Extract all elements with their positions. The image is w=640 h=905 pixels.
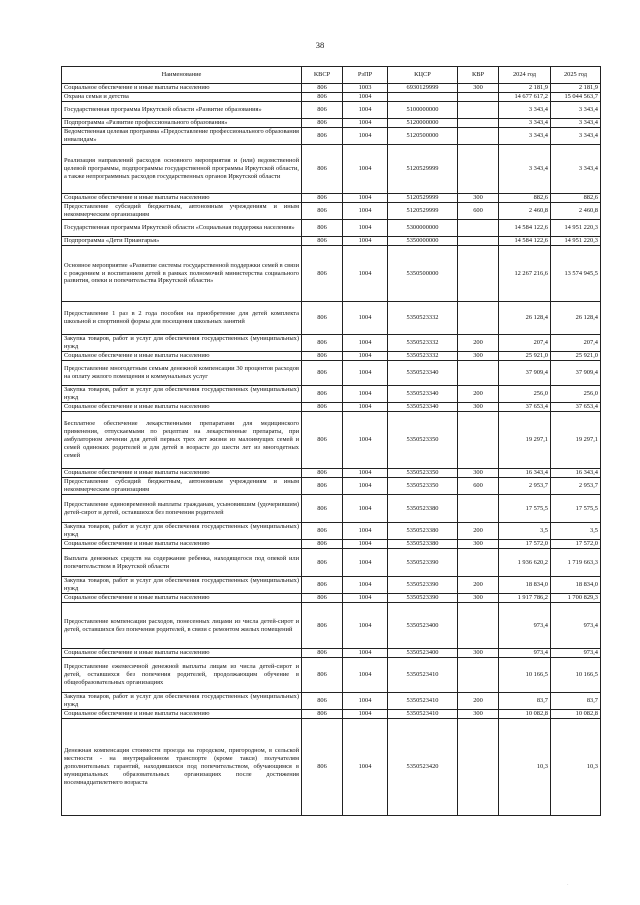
cell-name: Предоставление субсидий бюджетным, автономным учреждениям и иным некоммерческим организациям (62, 203, 302, 220)
cell-name: Предоставление субсидий бюджетным, автономным учреждениям и иным некоммерческим организациям (62, 478, 302, 495)
cell-kvr: 300 (458, 84, 499, 93)
cell-2024: 17 575,5 (499, 495, 551, 523)
cell-rzpr: 1004 (343, 693, 388, 710)
page-number: 38 (315, 40, 325, 50)
cell-name: Социальное обеспечение и иные выплаты населению (62, 649, 302, 658)
cell-kvsr: 806 (302, 594, 343, 603)
cell-kvsr: 806 (302, 603, 343, 649)
cell-rzpr: 1004 (343, 412, 388, 469)
cell-2025: 3,5 (551, 523, 601, 540)
budget-table (61, 66, 601, 816)
table-row (62, 594, 601, 603)
cell-name: Социальное обеспечение и иные выплаты населению (62, 403, 302, 412)
cell-kvsr: 806 (302, 403, 343, 412)
cell-kcsr: 5350523340 (388, 361, 458, 386)
cell-rzpr: 1004 (343, 352, 388, 361)
table-row (62, 220, 601, 237)
cell-rzpr: 1004 (343, 594, 388, 603)
table-row (62, 203, 601, 220)
cell-2025: 973,4 (551, 603, 601, 649)
cell-2025: 973,4 (551, 649, 601, 658)
cell-rzpr: 1004 (343, 335, 388, 352)
cell-rzpr: 1004 (343, 658, 388, 693)
cell-kcsr (388, 93, 458, 102)
cell-name: Социальное обеспечение и иные выплаты населению (62, 84, 302, 93)
cell-rzpr: 1004 (343, 603, 388, 649)
cell-2024: 1 917 786,2 (499, 594, 551, 603)
cell-2024: 3 343,4 (499, 145, 551, 194)
cell-rzpr: 1004 (343, 386, 388, 403)
cell-2025: 10 166,5 (551, 658, 601, 693)
cell-name: Денежная компенсация стоимости проезда на городском, пригородном, в сельской местности - на внутрирайонном транспорте (кроме такси) получателям дополнительных гарантий, находившихся под попечительством, обучающимся в муниципальных образовательных организациях после достижения восемнадцатилетнего возраста (62, 719, 302, 816)
cell-name: Основное мероприятие «Развитие системы государственной поддержки семей в связи с рождением и воспитанием детей в рамках полномочий министерства социального развития, опеки и попечительства Иркутской области» (62, 246, 302, 302)
table-row (62, 386, 601, 403)
cell-2025: 207,4 (551, 335, 601, 352)
cell-kcsr: 5350523410 (388, 693, 458, 710)
cell-kvsr: 806 (302, 549, 343, 577)
cell-rzpr: 1004 (343, 523, 388, 540)
cell-kcsr: 5350523410 (388, 658, 458, 693)
cell-kcsr: 5350000000 (388, 237, 458, 246)
cell-2025: 18 834,0 (551, 577, 601, 594)
cell-2024: 1 936 620,2 (499, 549, 551, 577)
cell-name: Предоставление компенсации расходов, понесенных лицами из числа детей-сирот и детей, оставшихся без попечения родителей, в связи с ремонтом жилых помещений (62, 603, 302, 649)
cell-kcsr: 5350523332 (388, 302, 458, 335)
cell-kvr (458, 361, 499, 386)
cell-2025: 882,6 (551, 194, 601, 203)
cell-kvr: 200 (458, 523, 499, 540)
cell-kvr (458, 549, 499, 577)
cell-kvr: 300 (458, 649, 499, 658)
cell-kvr: 200 (458, 335, 499, 352)
cell-kcsr: 5120529999 (388, 145, 458, 194)
scan-mark: · (567, 883, 569, 888)
cell-name: Социальное обеспечение и иные выплаты населению (62, 540, 302, 549)
cell-kvr (458, 603, 499, 649)
table-row (62, 302, 601, 335)
cell-kvsr: 806 (302, 335, 343, 352)
cell-kvr (458, 495, 499, 523)
cell-rzpr: 1004 (343, 145, 388, 194)
cell-name: Закупка товаров, работ и услуг для обеспечения государственных (муниципальных) нужд (62, 386, 302, 403)
cell-kvr (458, 658, 499, 693)
cell-kcsr: 5350523380 (388, 523, 458, 540)
cell-name: Закупка товаров, работ и услуг для обеспечения государственных (муниципальных) нужд (62, 577, 302, 594)
cell-2025: 3 343,4 (551, 128, 601, 145)
cell-kcsr: 5350523350 (388, 478, 458, 495)
cell-kvsr: 806 (302, 478, 343, 495)
cell-2024: 83,7 (499, 693, 551, 710)
cell-2024: 37 653,4 (499, 403, 551, 412)
cell-rzpr: 1004 (343, 549, 388, 577)
cell-rzpr: 1004 (343, 710, 388, 719)
cell-name: Охрана семьи и детства (62, 93, 302, 102)
cell-kcsr: 5350523332 (388, 352, 458, 361)
cell-name: Предоставление многодетным семьям денежной компенсации 30 процентов расходов на оплату жилого помещения и коммунальных услуг (62, 361, 302, 386)
cell-kcsr: 5120529999 (388, 203, 458, 220)
cell-kvr (458, 102, 499, 119)
cell-kvsr: 806 (302, 361, 343, 386)
cell-name: Подпрограмма «Развитие профессионального образования» (62, 119, 302, 128)
cell-2025: 83,7 (551, 693, 601, 710)
cell-rzpr: 1003 (343, 84, 388, 93)
header-kcsr: КЦСР (388, 67, 458, 84)
cell-kvsr: 806 (302, 658, 343, 693)
cell-2024: 25 921,0 (499, 352, 551, 361)
cell-kvsr: 806 (302, 93, 343, 102)
cell-2025: 3 343,4 (551, 119, 601, 128)
cell-2024: 14 584 122,6 (499, 220, 551, 237)
cell-kvsr: 806 (302, 246, 343, 302)
cell-rzpr: 1004 (343, 495, 388, 523)
cell-kvr: 600 (458, 203, 499, 220)
cell-kvr: 200 (458, 577, 499, 594)
table-row (62, 469, 601, 478)
cell-2025: 3 343,4 (551, 102, 601, 119)
table-row (62, 246, 601, 302)
cell-kvr: 300 (458, 403, 499, 412)
cell-2025: 16 343,4 (551, 469, 601, 478)
cell-rzpr: 1004 (343, 403, 388, 412)
cell-2024: 10 082,8 (499, 710, 551, 719)
cell-2024: 26 128,4 (499, 302, 551, 335)
cell-name: Социальное обеспечение и иные выплаты населению (62, 469, 302, 478)
cell-2024: 10,3 (499, 719, 551, 816)
cell-2025: 17 572,0 (551, 540, 601, 549)
cell-kvr: 300 (458, 469, 499, 478)
header-kvr: КВР (458, 67, 499, 84)
cell-kcsr: 5100000000 (388, 102, 458, 119)
header-2025: 2025 год (551, 67, 601, 84)
cell-name: Социальное обеспечение и иные выплаты населению (62, 352, 302, 361)
table-row (62, 237, 601, 246)
cell-2025: 37 653,4 (551, 403, 601, 412)
cell-rzpr: 1004 (343, 577, 388, 594)
cell-kvr (458, 246, 499, 302)
cell-kcsr: 5350523350 (388, 412, 458, 469)
cell-name: Подпрограмма «Дети Приангарья» (62, 237, 302, 246)
table-row (62, 119, 601, 128)
cell-name: Бесплатное обеспечение лекарственными препаратами для медицинского применения, отпускаемыми по рецептам на лекарственные препараты, при амбулаторном лечении для детей первых трех лет жизни из малоимущих семей и семей одиноких родителей и для детей в возрасте до шести лет из многодетных семей (62, 412, 302, 469)
table-row (62, 540, 601, 549)
cell-2025: 13 574 945,5 (551, 246, 601, 302)
cell-rzpr: 1004 (343, 246, 388, 302)
cell-kcsr: 5350523400 (388, 649, 458, 658)
cell-name: Предоставление единовременной выплаты гражданам, усыновившим (удочерившим) детей-сирот и детей, оставшихся без попечения родителей (62, 495, 302, 523)
cell-kcsr: 5120529999 (388, 194, 458, 203)
cell-kvr (458, 302, 499, 335)
cell-kvsr: 806 (302, 102, 343, 119)
cell-2024: 2 953,7 (499, 478, 551, 495)
table-row (62, 194, 601, 203)
cell-2024: 3,5 (499, 523, 551, 540)
cell-kvsr: 806 (302, 84, 343, 93)
cell-2024: 19 297,1 (499, 412, 551, 469)
cell-2025: 37 909,4 (551, 361, 601, 386)
cell-name: Закупка товаров, работ и услуг для обеспечения государственных (муниципальных) нужд (62, 693, 302, 710)
cell-rzpr: 1004 (343, 203, 388, 220)
cell-rzpr: 1004 (343, 93, 388, 102)
cell-name: Закупка товаров, работ и услуг для обеспечения государственных (муниципальных) нужд (62, 335, 302, 352)
cell-kvsr: 806 (302, 220, 343, 237)
cell-rzpr: 1004 (343, 220, 388, 237)
cell-kvsr: 806 (302, 119, 343, 128)
cell-2025: 2 181,9 (551, 84, 601, 93)
cell-kvsr: 806 (302, 540, 343, 549)
cell-2024: 14 584 122,6 (499, 237, 551, 246)
table-row (62, 403, 601, 412)
cell-2025: 25 921,0 (551, 352, 601, 361)
cell-name: Реализация направлений расходов основного мероприятия и (или) ведомственной целевой программы, подпрограммы государственной программы Иркутской области, а также непрограммных расходов государственных органов Иркутской области (62, 145, 302, 194)
cell-2024: 37 909,4 (499, 361, 551, 386)
cell-2024: 3 343,4 (499, 102, 551, 119)
cell-kvr: 200 (458, 693, 499, 710)
cell-kvr: 300 (458, 594, 499, 603)
cell-kcsr: 5350523420 (388, 719, 458, 816)
cell-kvsr: 806 (302, 495, 343, 523)
cell-name: Ведомственная целевая программа «Предоставление профессионального образования инвалидам» (62, 128, 302, 145)
cell-2025: 2 953,7 (551, 478, 601, 495)
cell-kcsr: 5350523390 (388, 549, 458, 577)
cell-kvsr: 806 (302, 194, 343, 203)
cell-rzpr: 1004 (343, 194, 388, 203)
cell-kvr: 300 (458, 710, 499, 719)
cell-2025: 19 297,1 (551, 412, 601, 469)
header-2024: 2024 год (499, 67, 551, 84)
cell-kvsr: 806 (302, 649, 343, 658)
cell-kvsr: 806 (302, 386, 343, 403)
cell-rzpr: 1004 (343, 102, 388, 119)
table-row (62, 93, 601, 102)
table-row (62, 693, 601, 710)
cell-kcsr: 5350500000 (388, 246, 458, 302)
cell-kvsr: 806 (302, 237, 343, 246)
header-name: Наименование (62, 67, 302, 84)
cell-2024: 14 677 617,2 (499, 93, 551, 102)
cell-2025: 17 575,5 (551, 495, 601, 523)
cell-name: Государственная программа Иркутской области «Развитие образования» (62, 102, 302, 119)
cell-kvsr: 806 (302, 352, 343, 361)
cell-name: Выплата денежных средств на содержание ребенка, находящегося под опекой или попечительством в Иркутской области (62, 549, 302, 577)
cell-kvr: 200 (458, 386, 499, 403)
cell-kvr (458, 220, 499, 237)
cell-name: Закупка товаров, работ и услуг для обеспечения государственных (муниципальных) нужд (62, 523, 302, 540)
table-row (62, 649, 601, 658)
cell-2025: 26 128,4 (551, 302, 601, 335)
table-row (62, 128, 601, 145)
cell-kvsr: 806 (302, 128, 343, 145)
cell-2024: 882,6 (499, 194, 551, 203)
table-header-row (62, 67, 601, 84)
cell-2024: 3 343,4 (499, 128, 551, 145)
cell-2024: 10 166,5 (499, 658, 551, 693)
cell-2024: 17 572,0 (499, 540, 551, 549)
table-row (62, 335, 601, 352)
cell-rzpr: 1004 (343, 119, 388, 128)
cell-rzpr: 1004 (343, 469, 388, 478)
cell-kcsr: 6930129999 (388, 84, 458, 93)
cell-2025: 10 082,8 (551, 710, 601, 719)
table-row (62, 719, 601, 816)
cell-2024: 16 343,4 (499, 469, 551, 478)
cell-kvr (458, 145, 499, 194)
cell-2024: 3 343,4 (499, 119, 551, 128)
cell-2024: 973,4 (499, 649, 551, 658)
table-row (62, 603, 601, 649)
cell-rzpr: 1004 (343, 719, 388, 816)
table-row (62, 549, 601, 577)
cell-name: Социальное обеспечение и иные выплаты населению (62, 194, 302, 203)
cell-kvsr: 806 (302, 719, 343, 816)
cell-rzpr: 1004 (343, 478, 388, 495)
cell-kvsr: 806 (302, 523, 343, 540)
cell-kcsr: 5300000000 (388, 220, 458, 237)
cell-kcsr: 5350523380 (388, 540, 458, 549)
cell-kvr: 300 (458, 352, 499, 361)
cell-2025: 3 343,4 (551, 145, 601, 194)
cell-kvsr: 806 (302, 693, 343, 710)
cell-kvr (458, 719, 499, 816)
cell-kvsr: 806 (302, 710, 343, 719)
cell-2025: 1 700 829,3 (551, 594, 601, 603)
cell-name: Государственная программа Иркутской области «Социальная поддержка населения» (62, 220, 302, 237)
cell-kvr (458, 237, 499, 246)
cell-2024: 18 834,0 (499, 577, 551, 594)
header-kvsr: КВСР (302, 67, 343, 84)
table-row (62, 84, 601, 93)
table-row (62, 145, 601, 194)
cell-rzpr: 1004 (343, 302, 388, 335)
cell-kvsr: 806 (302, 203, 343, 220)
cell-2024: 2 181,9 (499, 84, 551, 93)
cell-2025: 15 044 563,7 (551, 93, 601, 102)
cell-2025: 10,3 (551, 719, 601, 816)
cell-name: Социальное обеспечение и иные выплаты населению (62, 594, 302, 603)
cell-2025: 1 719 663,3 (551, 549, 601, 577)
cell-2024: 256,0 (499, 386, 551, 403)
cell-2024: 207,4 (499, 335, 551, 352)
table-row (62, 412, 601, 469)
cell-rzpr: 1004 (343, 361, 388, 386)
cell-kcsr: 5120000000 (388, 119, 458, 128)
cell-kcsr: 5120500000 (388, 128, 458, 145)
cell-kvr (458, 128, 499, 145)
cell-kcsr: 5350523350 (388, 469, 458, 478)
cell-rzpr: 1004 (343, 540, 388, 549)
cell-kvr (458, 119, 499, 128)
cell-kcsr: 5350523390 (388, 594, 458, 603)
cell-kcsr: 5350523410 (388, 710, 458, 719)
cell-kvr (458, 93, 499, 102)
cell-kcsr: 5350523390 (388, 577, 458, 594)
cell-2024: 973,4 (499, 603, 551, 649)
table-row (62, 478, 601, 495)
cell-name: Социальное обеспечение и иные выплаты населению (62, 710, 302, 719)
table-row (62, 495, 601, 523)
cell-2024: 12 267 216,6 (499, 246, 551, 302)
cell-2025: 2 460,8 (551, 203, 601, 220)
table-row (62, 710, 601, 719)
table-row (62, 102, 601, 119)
cell-name: Предоставление 1 раз в 2 года пособия на приобретение для детей комплекта школьной и спортивной формы для посещения школьных занятий (62, 302, 302, 335)
cell-2025: 14 951 220,3 (551, 237, 601, 246)
cell-kvsr: 806 (302, 469, 343, 478)
cell-kvsr: 806 (302, 577, 343, 594)
cell-rzpr: 1004 (343, 649, 388, 658)
cell-kvr: 300 (458, 540, 499, 549)
cell-kvsr: 806 (302, 145, 343, 194)
cell-2025: 14 951 220,3 (551, 220, 601, 237)
cell-rzpr: 1004 (343, 237, 388, 246)
cell-kcsr: 5350523340 (388, 403, 458, 412)
cell-kcsr: 5350523380 (388, 495, 458, 523)
cell-kcsr: 5350523340 (388, 386, 458, 403)
cell-kcsr: 5350523400 (388, 603, 458, 649)
cell-kvr: 300 (458, 194, 499, 203)
cell-kvr: 600 (458, 478, 499, 495)
header-rzpr: РзПР (343, 67, 388, 84)
table-row (62, 523, 601, 540)
cell-rzpr: 1004 (343, 128, 388, 145)
table-row (62, 577, 601, 594)
cell-kcsr: 5350523332 (388, 335, 458, 352)
cell-2025: 256,0 (551, 386, 601, 403)
table-row (62, 352, 601, 361)
table-row (62, 658, 601, 693)
cell-kvr (458, 412, 499, 469)
cell-kvsr: 806 (302, 412, 343, 469)
cell-kvsr: 806 (302, 302, 343, 335)
table-row (62, 361, 601, 386)
cell-name: Предоставление ежемесячной денежной выплаты лицам из числа детей-сирот и детей, оставшихся без попечения родителей, продолжающим обучение в общеобразовательных организациях (62, 658, 302, 693)
cell-2024: 2 460,8 (499, 203, 551, 220)
